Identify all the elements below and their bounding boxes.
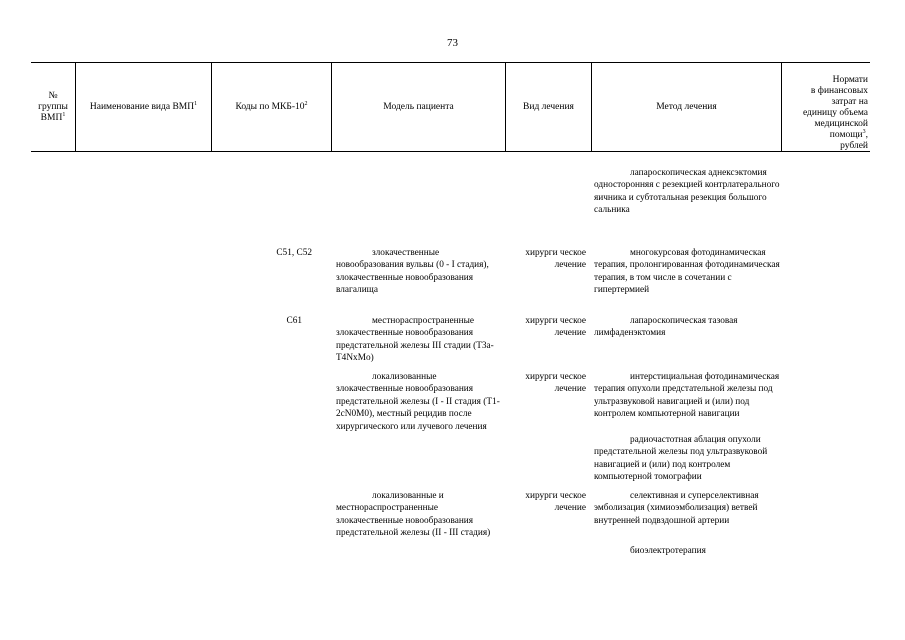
method-cell: биоэлектротерапия [630,546,706,556]
treatment-type-cell: хирурги ческое лечение [525,372,586,395]
header-group: № группы ВМП$^1$ [31,63,76,151]
header-norm: Нормати в финансовых затрат на единицу объема медицинской помощи$^3$, рублей [802,75,868,151]
code-cell: C51, C52 [276,248,312,258]
method-cell: селективная и суперселективная эмболизация (химиоэмболизация) ветвей внутренней подвздошной артерии [594,491,759,526]
code-cell: C61 [286,316,302,326]
method-cell: радиочастотная аблация опухоли предстательной железы под ультразвуковой навигацией и (или) под контролем компьютерной томографии [594,435,768,483]
header-name: Наименование вида ВМП$^1$ [76,63,212,151]
table-header [31,62,870,152]
header-codes: Коды по МКБ-$10^2$ [212,63,332,151]
method-cell: интерстициальная фотодинамическая терапия опухоли предстательной железы под ультразвуковой навигацией и (или) под контролем компьютерной навигации [594,372,780,420]
method-cell: лапароскопическая тазовая лимфаденэктомия [594,316,738,339]
treatment-type-cell: хирурги ческое лечение [525,248,586,271]
header-patient-model: Модель пациента [332,63,506,151]
patient-model-cell: злокачественные новообразования вульвы (0 - I стадия), злокачественные новообразования влагалища [336,248,489,296]
page-number: 73 [447,37,458,49]
header-method: Метод лечения [592,63,782,151]
header-treatment-type: Вид лечения [506,63,592,151]
method-cell: лапароскопическая аднексэктомия односторонняя с резекцией контрлатерального яичника и субтотальная резекция большого сальника [594,168,780,216]
patient-model-cell: локализованные злокачественные новообразования предстательной железы (I - II стадия (T1-2cN0M0), местный рецидив после хирургического или лучевого лечения [336,372,500,432]
treatment-type-cell: хирурги ческое лечение [525,491,586,514]
method-cell: многокурсовая фотодинамическая терапия, пролонгированная фотодинамическая терапия, в том числе в сочетании с гипертермией [594,248,780,296]
patient-model-cell: местнораспространенные злокачественные новообразования предстательной железы III стадии (T3a-T4NxMo) [336,316,494,364]
patient-model-cell: локализованные и местнораспространенные злокачественные новообразования предстательной железы (II - III стадия) [336,491,491,539]
treatment-type-cell: хирурги ческое лечение [525,316,586,339]
